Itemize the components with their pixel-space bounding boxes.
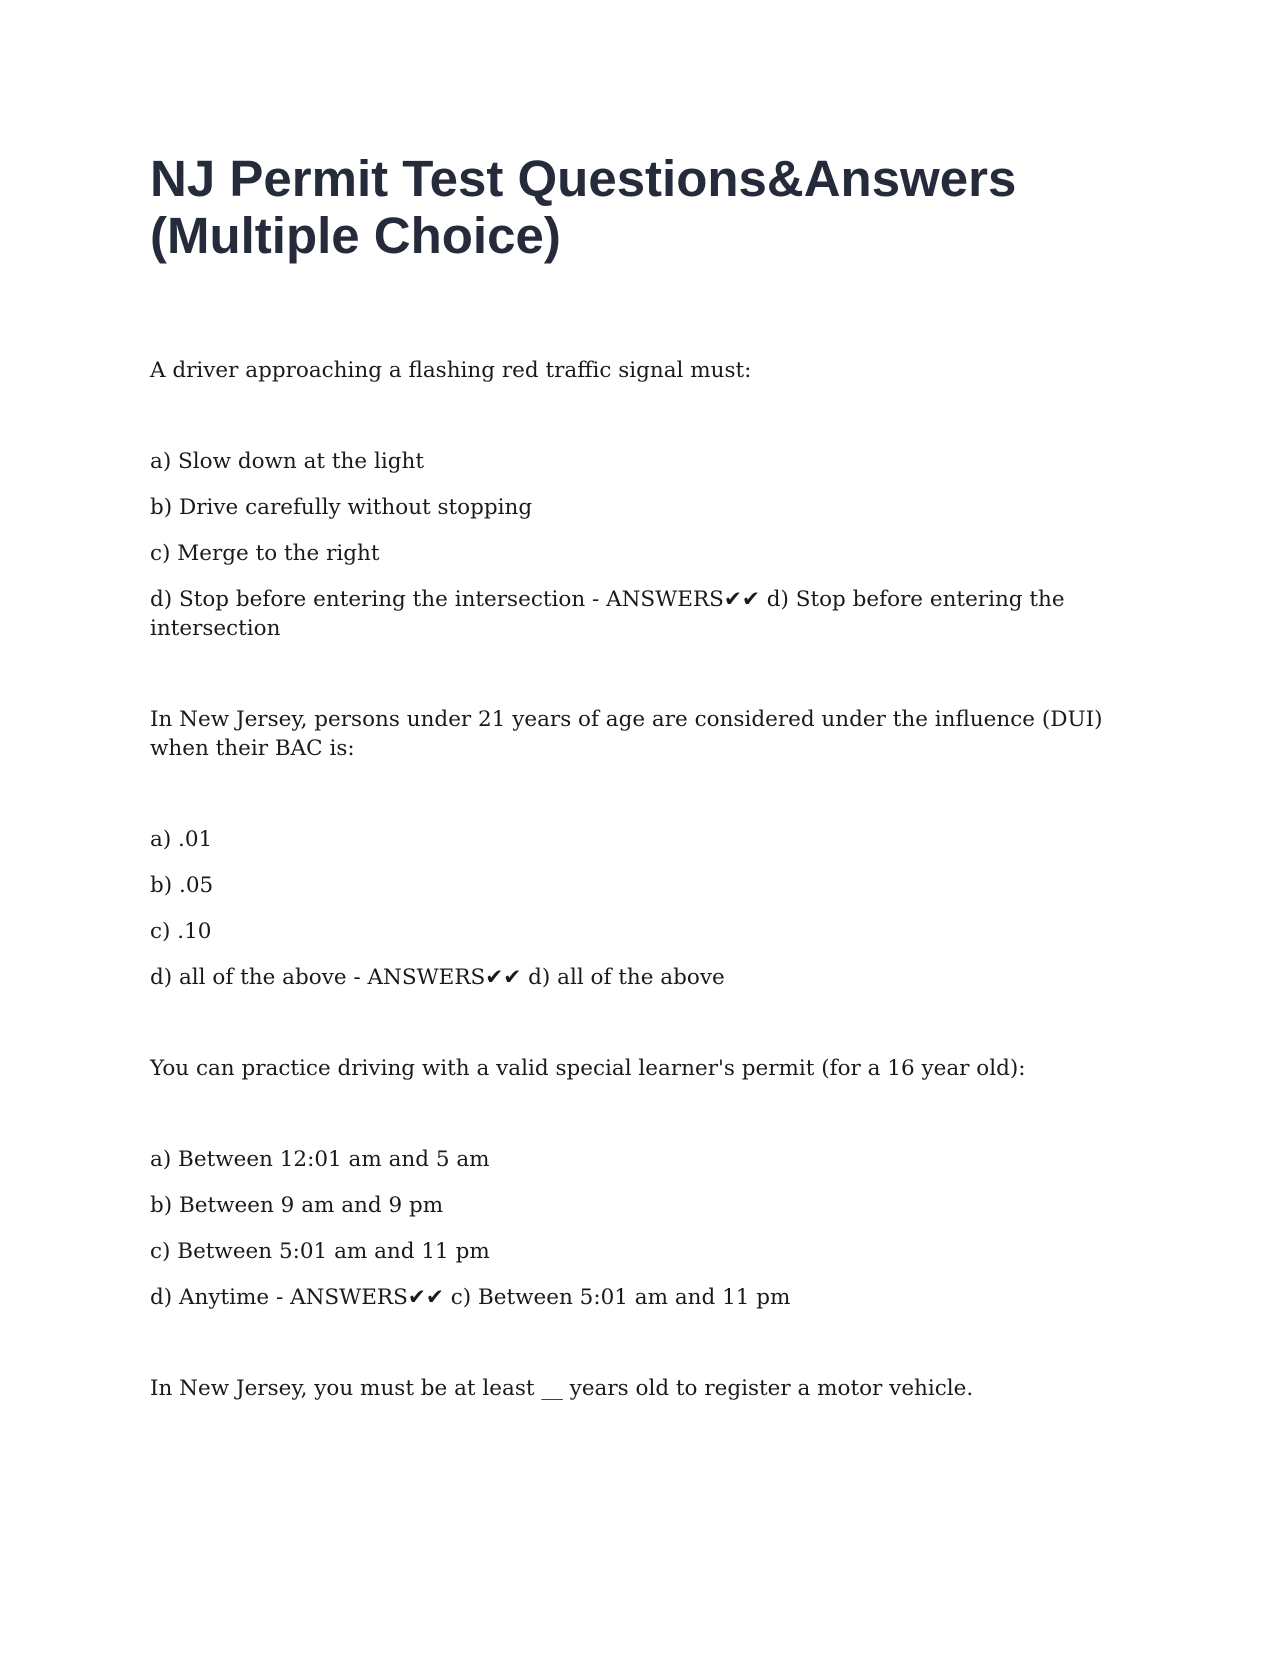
question-block: [150, 1054, 1130, 1312]
question-text: You can practice driving with a valid special learner's permit (for a 16 year old):: [150, 1056, 1026, 1081]
question-text: In New Jersey, persons under 21 years of age are considered under the influence (DUI) when their BAC is:: [150, 707, 1103, 761]
document-page: [150, 150, 1130, 1403]
answer-option: b) Drive carefully without stopping: [150, 495, 533, 520]
answer-option: a) Slow down at the light: [150, 449, 424, 474]
answer-options: [150, 825, 1130, 992]
answer-option: c) .10: [150, 919, 212, 944]
answer-option: b) .05: [150, 873, 214, 898]
answer-option: a) .01: [150, 827, 213, 852]
answer-option-with-key: d) all of the above - ANSWERS✔✔ d) all of the above: [150, 965, 725, 990]
question-block: [150, 356, 1130, 643]
answer-options: [150, 1145, 1130, 1312]
document-title: NJ Permit Test Questions&Answers (Multiple Choice): [150, 150, 1017, 264]
answer-option: c) Between 5:01 am and 11 pm: [150, 1239, 490, 1264]
question-text: A driver approaching a flashing red traffic signal must:: [150, 358, 752, 383]
answer-options: [150, 447, 1130, 643]
answer-option: a) Between 12:01 am and 5 am: [150, 1147, 490, 1172]
answer-option-with-key: d) Anytime - ANSWERS✔✔ c) Between 5:01 am and 11 pm: [150, 1285, 791, 1310]
question-text: In New Jersey, you must be at least __ years old to register a motor vehicle.: [150, 1376, 974, 1401]
answer-option-with-key: d) Stop before entering the intersection - ANSWERS✔✔ d) Stop before entering the intersection: [150, 587, 1065, 641]
answer-option: c) Merge to the right: [150, 541, 380, 566]
question-block: [150, 705, 1130, 992]
answer-option: b) Between 9 am and 9 pm: [150, 1193, 444, 1218]
question-block: [150, 1374, 1130, 1403]
